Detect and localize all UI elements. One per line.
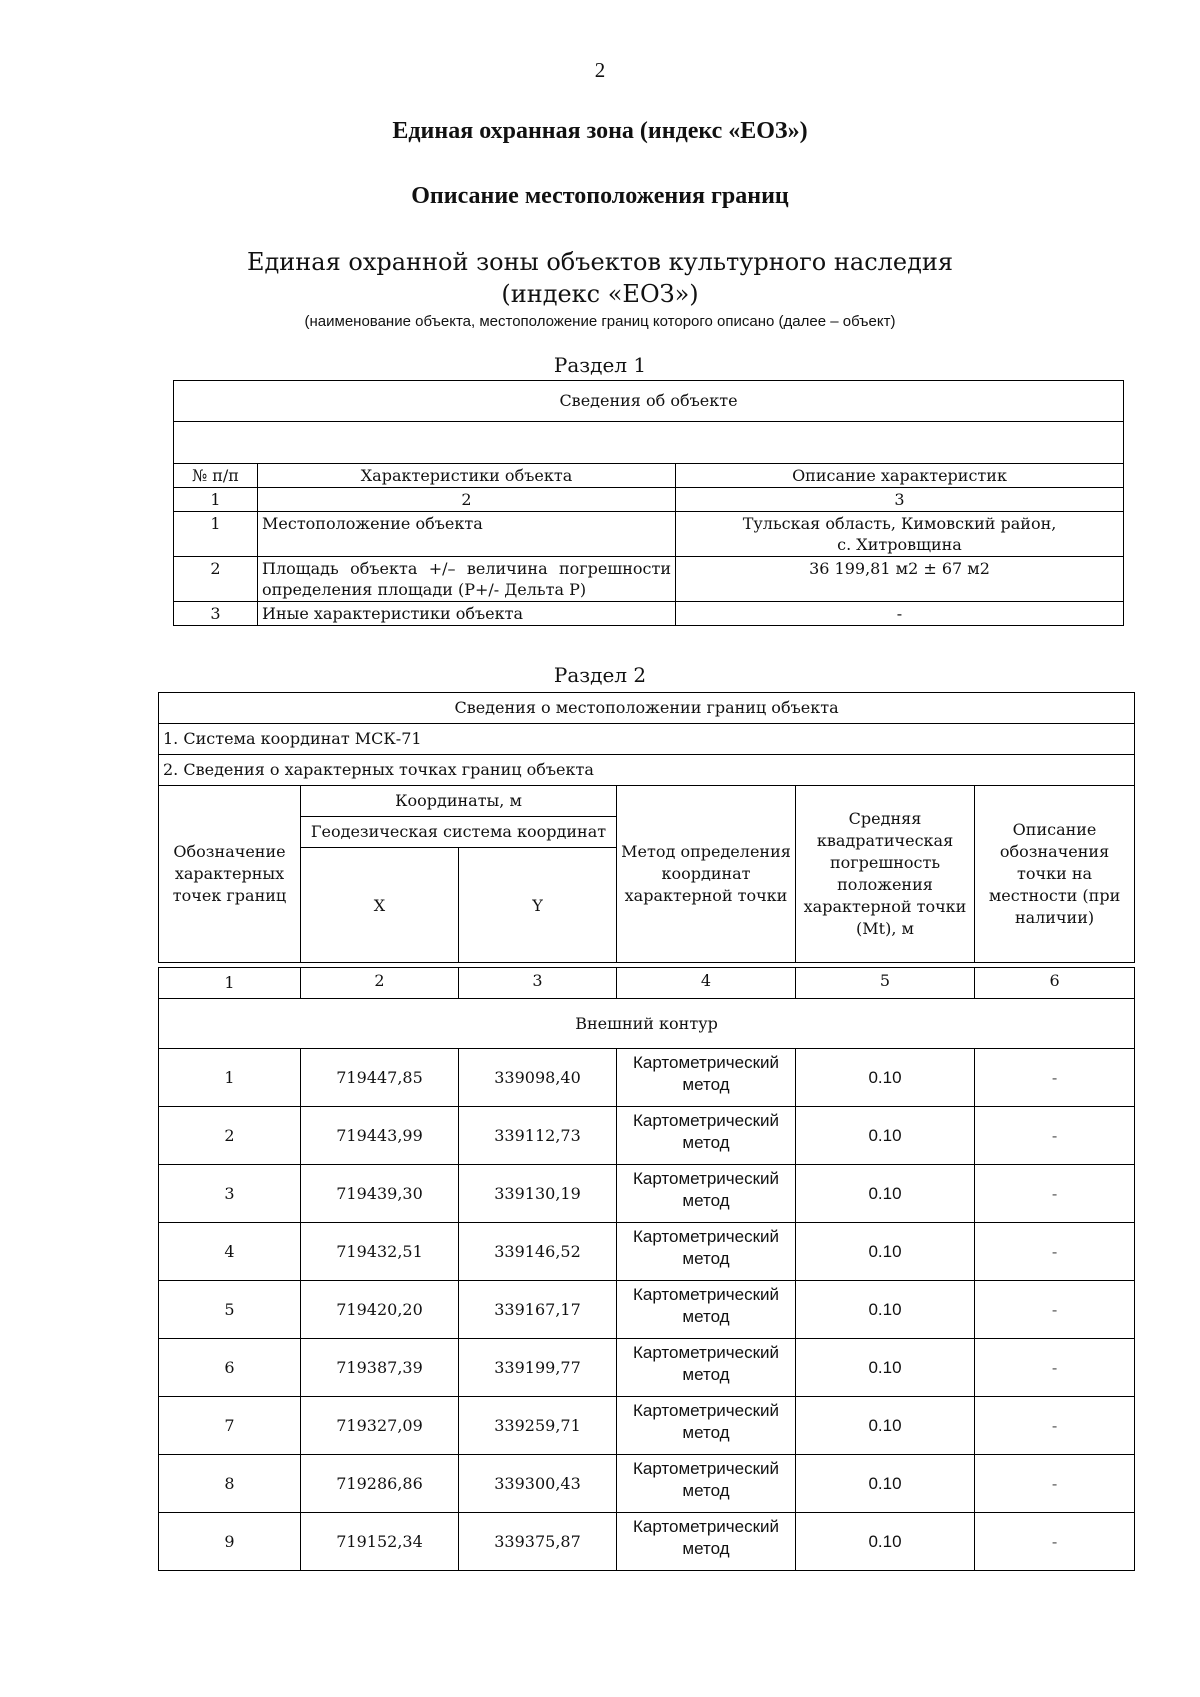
point-method: Картометрический метод xyxy=(617,1107,796,1165)
main-title: Единая охранная зона (индекс «ЕОЗ») xyxy=(392,118,808,144)
point-method: Картометрический метод xyxy=(617,1455,796,1513)
point-y: 339199,77 xyxy=(459,1339,617,1397)
point-y: 339146,52 xyxy=(459,1223,617,1281)
point-error: 0.10 xyxy=(796,1049,975,1107)
point-description: - xyxy=(975,1223,1135,1281)
point-error: 0.10 xyxy=(796,1455,975,1513)
point-x: 719152,34 xyxy=(301,1513,459,1571)
header-error: Средняя квадратическая погрешность положения характерной точки (Mt), м xyxy=(796,786,975,963)
point-description: - xyxy=(975,1455,1135,1513)
point-id: 5 xyxy=(159,1281,301,1339)
point-id: 9 xyxy=(159,1513,301,1571)
point-description: - xyxy=(975,1513,1135,1571)
table-row xyxy=(159,1281,1135,1339)
row-characteristic: Площадь объекта +/– величина погрешности определения площади (Р+/- Дельта Р) xyxy=(258,557,676,602)
table-row xyxy=(174,557,1124,602)
col-number-6: 6 xyxy=(975,968,1135,999)
coord-system: 1. Система координат МСК-71 xyxy=(159,724,1135,755)
object-info-table xyxy=(173,380,1124,626)
col-number-3: 3 xyxy=(676,488,1124,512)
point-y: 339300,43 xyxy=(459,1455,617,1513)
header-description: Описание характеристик xyxy=(676,464,1124,488)
point-x: 719447,85 xyxy=(301,1049,459,1107)
empty-row xyxy=(174,422,1124,464)
point-error: 0.10 xyxy=(796,1107,975,1165)
row-characteristic: Иные характеристики объекта xyxy=(258,602,676,626)
point-method: Картометрический метод xyxy=(617,1513,796,1571)
sub-title: Описание местоположения границ xyxy=(411,183,789,209)
point-method: Картометрический метод xyxy=(617,1223,796,1281)
header-number: № п/п xyxy=(174,464,258,488)
point-error: 0.10 xyxy=(796,1397,975,1455)
header-method: Метод определения координат характерной точки xyxy=(617,786,796,963)
point-y: 339098,40 xyxy=(459,1049,617,1107)
table-row xyxy=(159,1455,1135,1513)
table-row xyxy=(174,512,1124,557)
point-description: - xyxy=(975,1049,1135,1107)
point-y: 339259,71 xyxy=(459,1397,617,1455)
object-info-title: Сведения об объекте xyxy=(174,381,1124,422)
table-row xyxy=(159,1107,1135,1165)
point-error: 0.10 xyxy=(796,1223,975,1281)
point-y: 339130,19 xyxy=(459,1165,617,1223)
table-row xyxy=(159,1339,1135,1397)
row-value: - xyxy=(676,602,1124,626)
header-x: X xyxy=(301,848,459,963)
point-x: 719327,09 xyxy=(301,1397,459,1455)
table-row xyxy=(159,1513,1135,1571)
point-y: 339112,73 xyxy=(459,1107,617,1165)
boundary-info-title: Сведения о местоположении границ объекта xyxy=(159,693,1135,724)
header-point-description: Описание обозначения точки на местности (при наличии) xyxy=(975,786,1135,963)
point-id: 7 xyxy=(159,1397,301,1455)
col-number-2: 2 xyxy=(301,968,459,999)
col-number-1: 1 xyxy=(159,968,301,999)
point-x: 719286,86 xyxy=(301,1455,459,1513)
header-designation: Обозначение характерных точек границ xyxy=(159,786,301,963)
point-description: - xyxy=(975,1281,1135,1339)
point-y: 339375,87 xyxy=(459,1513,617,1571)
point-x: 719420,20 xyxy=(301,1281,459,1339)
row-characteristic: Местоположение объекта xyxy=(258,512,676,557)
col-number-3: 3 xyxy=(459,968,617,999)
point-id: 3 xyxy=(159,1165,301,1223)
point-method: Картометрический метод xyxy=(617,1339,796,1397)
point-method: Картометрический метод xyxy=(617,1165,796,1223)
point-description: - xyxy=(975,1165,1135,1223)
point-method: Картометрический метод xyxy=(617,1281,796,1339)
point-id: 8 xyxy=(159,1455,301,1513)
point-error: 0.10 xyxy=(796,1281,975,1339)
point-id: 2 xyxy=(159,1107,301,1165)
section1-heading: Раздел 1 xyxy=(553,353,647,377)
point-id: 1 xyxy=(159,1049,301,1107)
table-row xyxy=(174,602,1124,626)
point-description: - xyxy=(975,1107,1135,1165)
point-error: 0.10 xyxy=(796,1165,975,1223)
contour-label: Внешний контур xyxy=(159,999,1135,1049)
header-characteristic: Характеристики объекта xyxy=(258,464,676,488)
point-id: 4 xyxy=(159,1223,301,1281)
section2-heading: Раздел 2 xyxy=(553,663,647,687)
header-geodetic: Геодезическая система координат xyxy=(301,817,617,848)
header-coordinates: Координаты, м xyxy=(301,786,617,817)
point-x: 719443,99 xyxy=(301,1107,459,1165)
points-title: 2. Сведения о характерных точках границ объекта xyxy=(159,755,1135,786)
object-name-line2: (индекс «ЕОЗ») xyxy=(501,280,699,308)
row-number: 3 xyxy=(174,602,258,626)
object-name-line1: Единая охранной зоны объектов культурного наследия xyxy=(247,248,953,276)
row-number: 1 xyxy=(174,512,258,557)
row-value: 36 199,81 м2 ± 67 м2 xyxy=(676,557,1124,602)
boundary-points-table xyxy=(158,692,1135,1571)
point-method: Картометрический метод xyxy=(617,1049,796,1107)
col-number-2: 2 xyxy=(258,488,676,512)
page-number: 2 xyxy=(594,58,606,82)
point-id: 6 xyxy=(159,1339,301,1397)
table-row xyxy=(159,1397,1135,1455)
point-y: 339167,17 xyxy=(459,1281,617,1339)
col-number-1: 1 xyxy=(174,488,258,512)
header-y: Y xyxy=(459,848,617,963)
col-number-4: 4 xyxy=(617,968,796,999)
table-row xyxy=(159,1223,1135,1281)
table-row xyxy=(159,1049,1135,1107)
point-method: Картометрический метод xyxy=(617,1397,796,1455)
point-error: 0.10 xyxy=(796,1513,975,1571)
object-caption: (наименование объекта, местоположение границ которого описано (далее – объект) xyxy=(304,313,896,330)
point-error: 0.10 xyxy=(796,1339,975,1397)
point-x: 719387,39 xyxy=(301,1339,459,1397)
point-description: - xyxy=(975,1339,1135,1397)
point-x: 719439,30 xyxy=(301,1165,459,1223)
row-number: 2 xyxy=(174,557,258,602)
point-x: 719432,51 xyxy=(301,1223,459,1281)
col-number-5: 5 xyxy=(796,968,975,999)
row-value: Тульская область, Кимовский район, с. Хитровщина xyxy=(676,512,1124,557)
point-description: - xyxy=(975,1397,1135,1455)
table-row xyxy=(159,1165,1135,1223)
